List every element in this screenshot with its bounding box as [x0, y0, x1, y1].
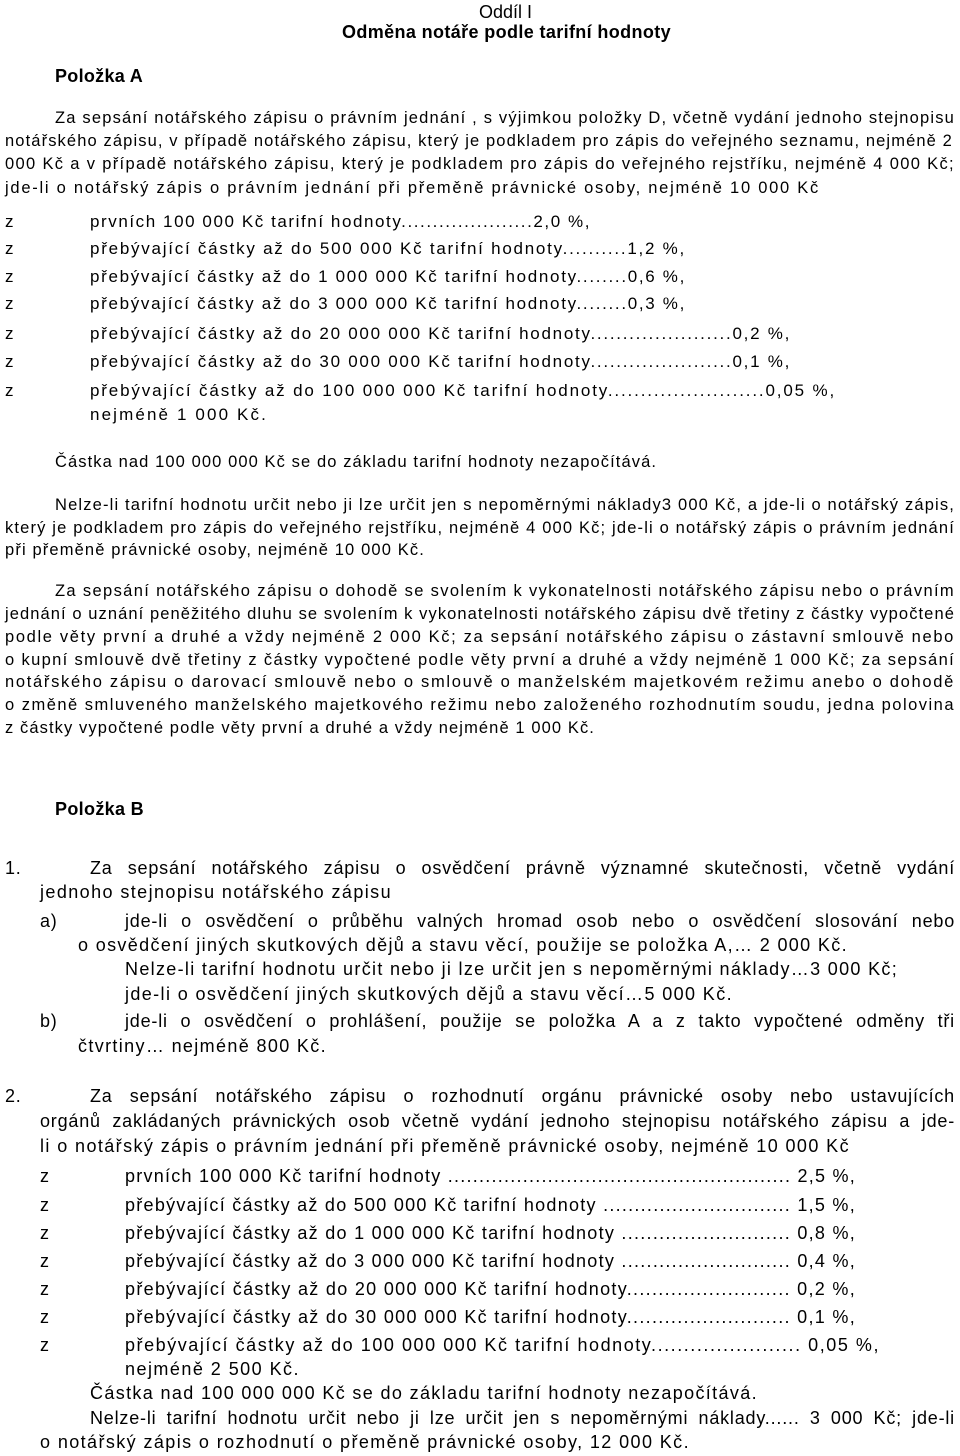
item-number: 2.	[5, 1086, 22, 1106]
rate-marker: z	[40, 1335, 50, 1355]
agreements-line: o kupní smlouvě dvě třetiny z částky vypočtené podle věty první a druhé a vždy nejméně 1 000 Kč; za sepsání	[5, 651, 956, 669]
item-1-line: Za sepsání notářského zápisu o osvědčení právně významné skutečnosti, včetně vydání	[90, 858, 955, 878]
rate-marker: z	[5, 294, 14, 313]
polozka-a-intro-line: jde-li o notářský zápis o právním jednání při přeměně právnické osoby, nejméně 10 000 Kč	[5, 179, 821, 197]
sub-item-b-line: jde-li o osvědčení o prohlášení, použije se položka A a z takto vypočtené odměny tři	[125, 1011, 955, 1031]
sub-item-a-line: jde-li o osvědčení jiných skutkových dějů a stavu věcí…5 000 Kč.	[125, 984, 733, 1004]
rate-marker: z	[40, 1223, 50, 1243]
item-2-line: Za sepsání notářského zápisu o rozhodnutí orgánu právnické osoby nebo ustavujících	[90, 1086, 955, 1106]
rate-line: prvních 100 000 Kč tarifní hodnoty ....................................................... 2,5 %,	[125, 1166, 857, 1186]
rate-marker: z	[40, 1195, 50, 1215]
rate-line: přebývající částky až do 500 000 Kč tarifní hodnoty .............................. 1,5 %,	[125, 1195, 856, 1215]
rate-line: přebývající částky až do 3 000 000 Kč tarifní hodnoty ........................... 0,4 %,	[125, 1251, 857, 1271]
polozka-b-heading: Položka B	[55, 799, 144, 819]
agreements-line: z částky vypočtené podle věty první a druhé a vždy nejméně 1 000 Kč.	[5, 719, 595, 737]
rate-marker: z	[40, 1251, 50, 1271]
sub-item-b-line: čtvrtiny… nejméně 800 Kč.	[78, 1036, 327, 1056]
rate-line: přebývající částky až do 20 000 000 Kč tarifní hodnoty......................0,2 %,	[90, 324, 792, 343]
polozka-a-intro-line: 000 Kč a v případě notářského zápisu, který je podkladem pro zápis do veřejného rejstříku, nejméně 4 000 Kč;	[5, 155, 955, 173]
undeterminable-line: při přeměně právnické osoby, nejméně 10 000 Kč.	[5, 541, 426, 559]
rate-marker: z	[5, 267, 14, 286]
rate-line: přebývající částky až do 100 000 000 Kč tarifní hodnoty........................0,05 %,	[90, 381, 837, 400]
polozka-a-intro-line: notářského zápisu, v případě notářského zápisu, který je podkladem pro zápis do veřejného seznamu, nejméně 2	[5, 132, 953, 150]
item-1-line: jednoho stejnopisu notářského zápisu	[40, 882, 393, 902]
item-2-line: orgánů zakládaných právnických osob včetně vydání jednoho stejnopisu notářského zápisu a jde-	[40, 1111, 955, 1131]
agreements-line: Za sepsání notářského zápisu o dohodě se svolením k vykonatelnosti notářského zápisu nebo o právním	[55, 582, 956, 600]
rate-marker: z	[5, 352, 14, 371]
polozka-a-heading: Položka A	[55, 66, 143, 86]
rate-marker: z	[40, 1166, 50, 1186]
section-title: Odměna notáře podle tarifní hodnoty	[342, 22, 671, 42]
rate-line: prvních 100 000 Kč tarifní hodnoty.....................2,0 %,	[90, 212, 592, 231]
sub-item-label: a)	[40, 911, 58, 931]
undeterminable-line: Nelze-li tarifní hodnotu určit nebo ji lze určit jen s nepoměrnými náklady...... 3 000 Kč; jde-li	[90, 1408, 955, 1428]
agreements-line: o změně smluveného manželského majetkového režimu nebo založeného rozhodnutím soudu, jedna polovina	[5, 696, 955, 714]
cap-note: Částka nad 100 000 000 Kč se do základu tarifní hodnoty nezapočítává.	[55, 453, 658, 471]
sub-item-a-line: jde-li o osvědčení o průběhu valných hromad osob nebo o osvědčení slosování nebo	[125, 911, 955, 931]
section-part: Oddíl I	[479, 2, 532, 22]
rate-line: přebývající částky až do 30 000 000 Kč tarifní hodnoty.......................... 0,1 %,	[125, 1307, 857, 1327]
sub-item-a-line: o osvědčení jiných skutkových dějů a stavu věcí, použije se položka A,… 2 000 Kč.	[78, 935, 848, 955]
rate-line: přebývající částky až do 1 000 000 Kč tarifní hodnoty........0,6 %,	[90, 267, 686, 286]
rate-line: přebývající částky až do 30 000 000 Kč tarifní hodnoty......................0,1 %,	[90, 352, 792, 371]
cap-note: Částka nad 100 000 000 Kč se do základu tarifní hodnoty nezapočítává.	[90, 1383, 758, 1403]
rate-marker: z	[40, 1307, 50, 1327]
item-2-line: li o notářský zápis o právním jednání při přeměně právnické osoby, nejméně 10 000 Kč	[40, 1136, 850, 1156]
undeterminable-line: o notářský zápis o rozhodnutí o přeměně právnické osoby, 12 000 Kč.	[40, 1432, 690, 1452]
rate-marker: z	[40, 1279, 50, 1299]
agreements-line: notářského zápisu o darovací smlouvě nebo o smlouvě o manželském majetkovém režimu anebo o dohodě	[5, 673, 955, 691]
polozka-a-intro-line: Za sepsání notářského zápisu o právním jednání , s výjimkou položky D, včetně vydání jednoho stejnopisu	[55, 109, 956, 127]
undeterminable-line: Nelze-li tarifní hodnotu určit nebo ji lze určit jen s nepoměrnými náklady3 000 Kč, a jde-li o notářský zápis,	[55, 496, 956, 514]
rate-marker: z	[5, 239, 14, 258]
sub-item-a-line: Nelze-li tarifní hodnotu určit nebo ji lze určit jen s nepoměrnými náklady…3 000 Kč;	[125, 959, 899, 979]
rate-line: přebývající částky až do 3 000 000 Kč tarifní hodnoty........0,3 %,	[90, 294, 686, 313]
rate-marker: z	[5, 324, 14, 343]
rate-marker: z	[5, 212, 14, 231]
rate-line: přebývající částky až do 100 000 000 Kč tarifní hodnoty....................... 0,05 %,	[125, 1335, 881, 1355]
rate-line: přebývající částky až do 1 000 000 Kč tarifní hodnoty ........................... 0,8 %,	[125, 1223, 857, 1243]
rate-minimum: nejméně 1 000 Kč.	[90, 405, 268, 424]
undeterminable-line: který je podkladem pro zápis do veřejného rejstříku, nejméně 4 000 Kč; jde-li o notářský zápis o právním jednání	[5, 519, 955, 537]
rate-marker: z	[5, 381, 14, 400]
sub-item-label: b)	[40, 1011, 58, 1031]
rate-minimum: nejméně 2 500 Kč.	[125, 1359, 300, 1379]
item-number: 1.	[5, 858, 22, 878]
rate-line: přebývající částky až do 20 000 000 Kč tarifní hodnoty.......................... 0,2 %,	[125, 1279, 857, 1299]
rate-line: přebývající částky až do 500 000 Kč tarifní hodnoty..........1,2 %,	[90, 239, 687, 258]
agreements-line: podle věty první a druhé a vždy nejméně 2 000 Kč; za sepsání notářského zápisu o zástavní smlouvě nebo	[5, 628, 955, 646]
agreements-line: jednání o uznání peněžitého dluhu se svolením k vykonatelnosti notářského zápisu dvě třetiny z částky vypočtené	[5, 605, 955, 623]
